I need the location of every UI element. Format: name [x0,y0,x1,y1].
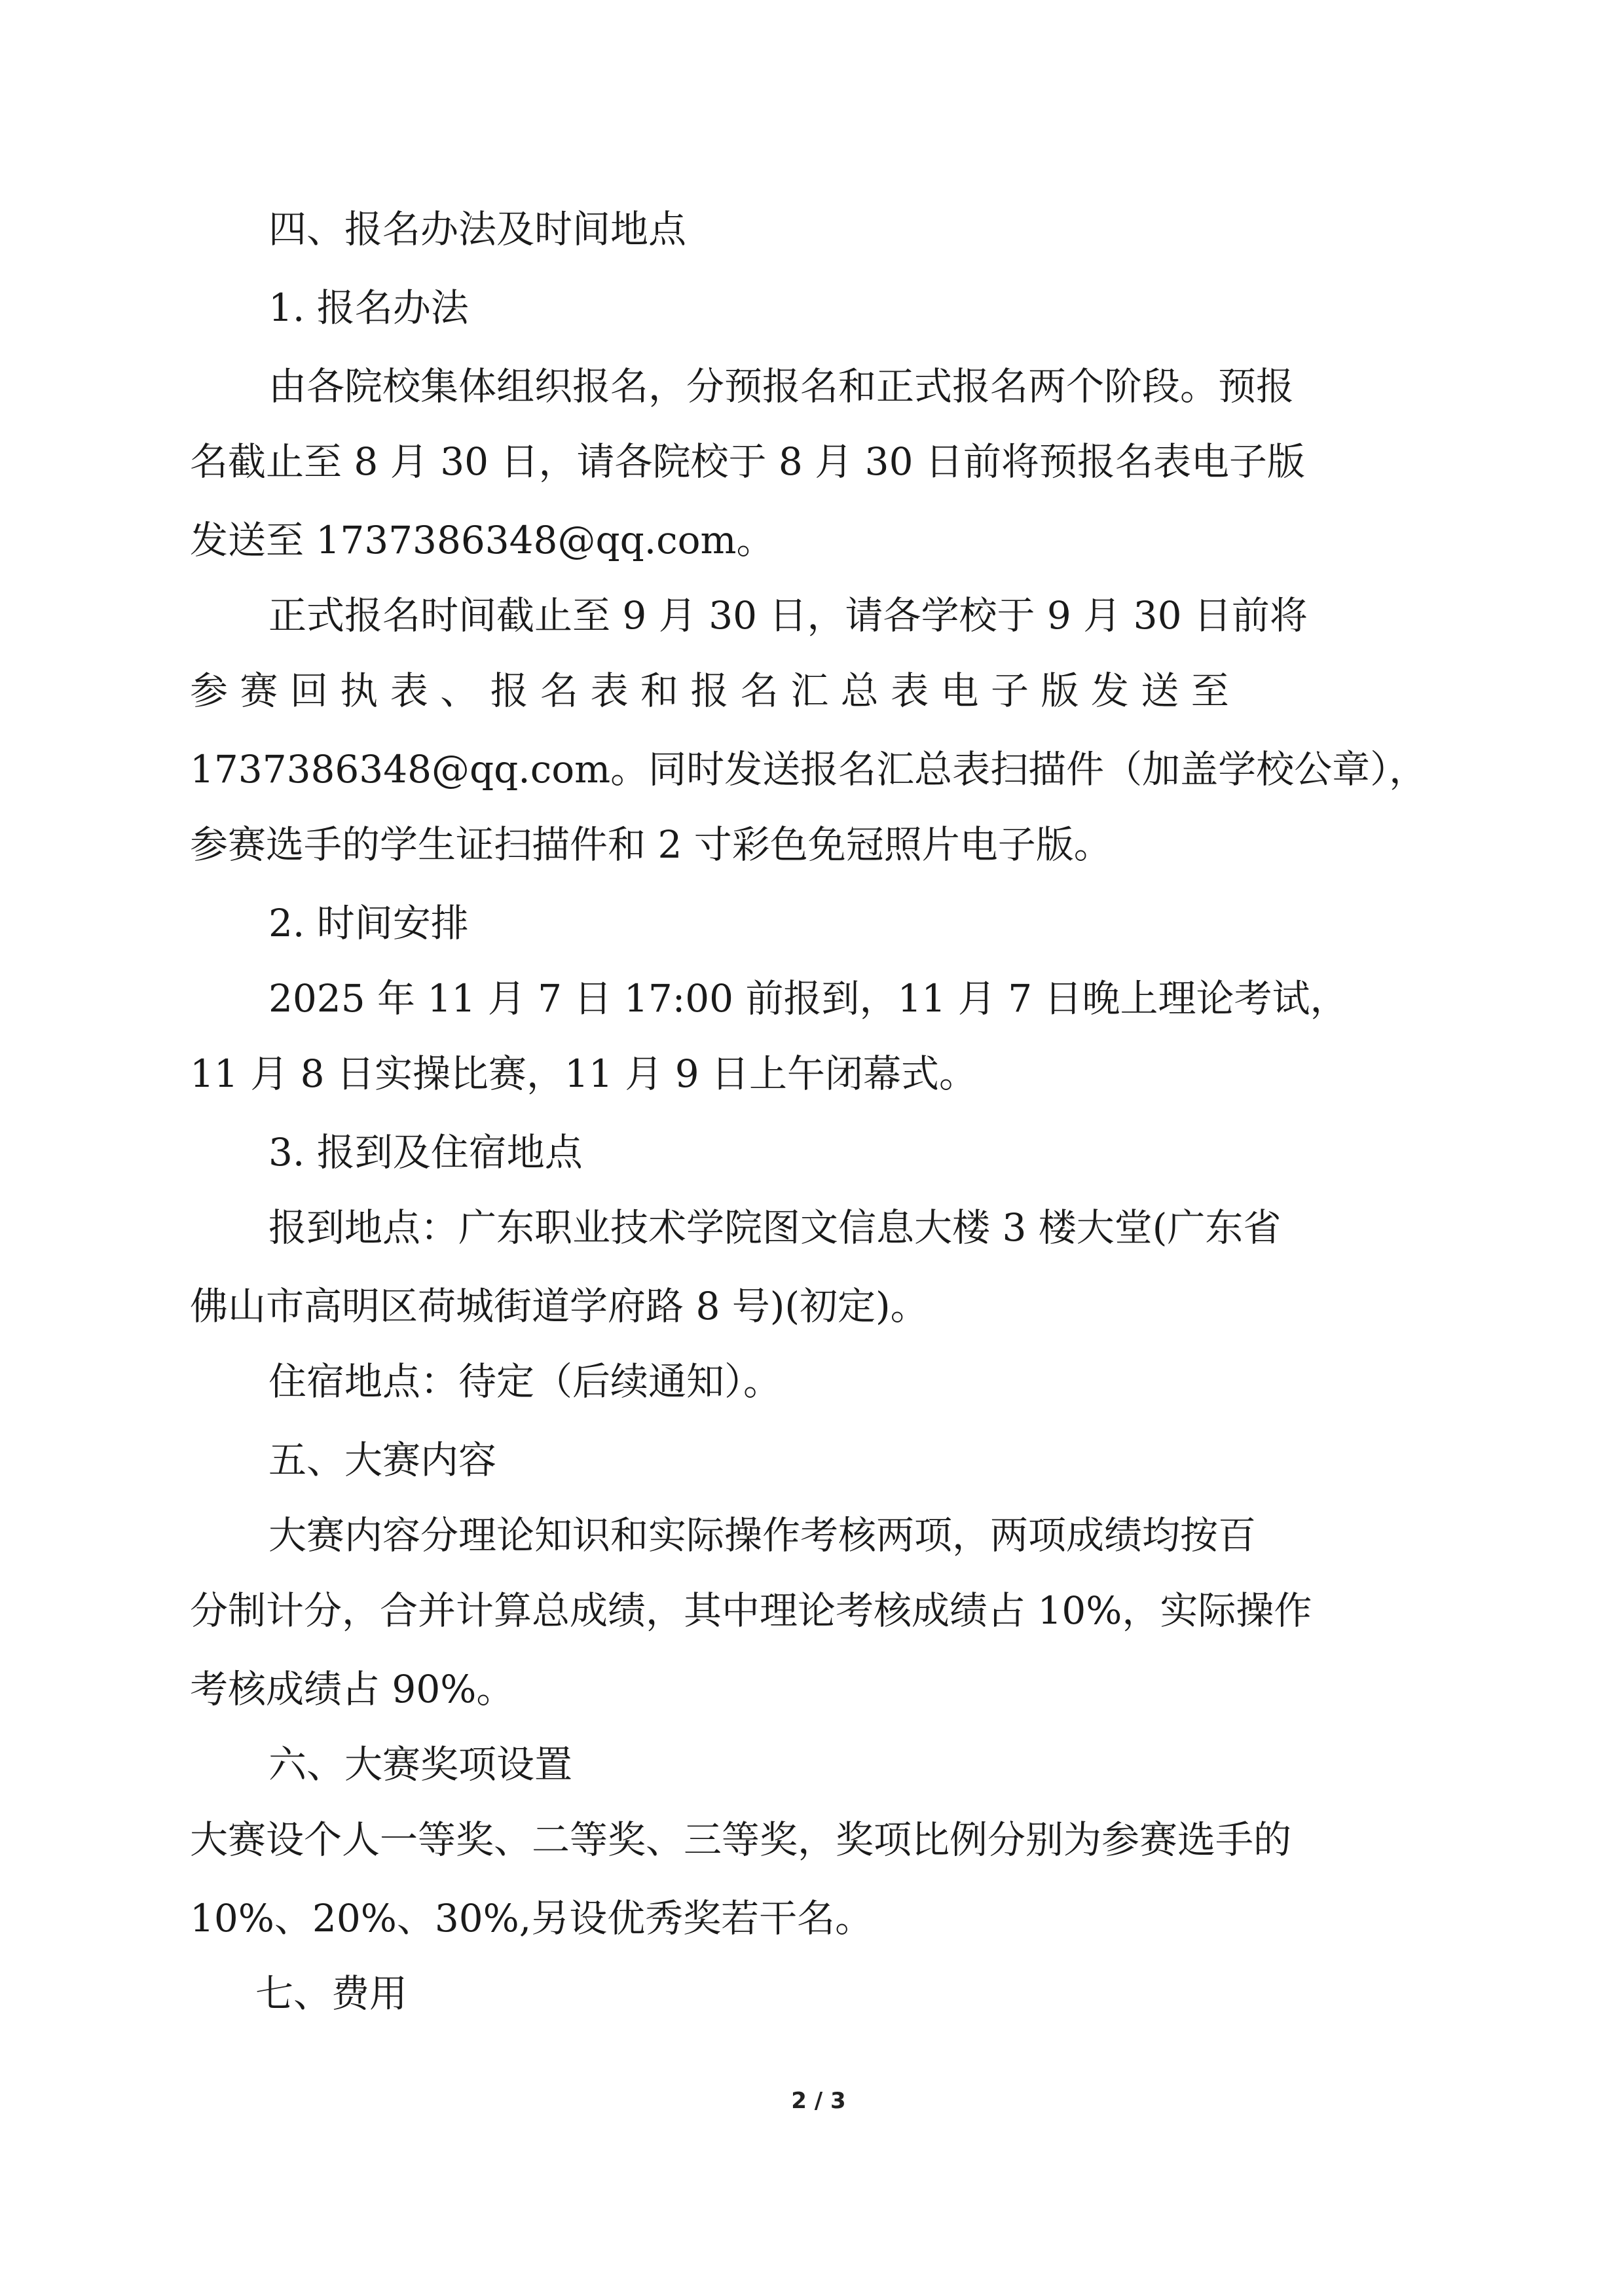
paragraph-line: 发送至 1737386348@qq.com。 [190,518,775,562]
section-heading-awards: 六、大赛奖项设置 [268,1742,573,1787]
paragraph-line: 名截止至 8 月 30 日，请各院校于 8 月 30 日前将预报名表电子版 [190,439,1305,484]
subheading-schedule: 2. 时间安排 [268,901,469,945]
paragraph-line: 住宿地点：待定（后续通知）。 [268,1359,782,1404]
paragraph-line: 11 月 8 日实操比赛，11 月 9 日上午闭幕式。 [190,1051,978,1096]
paragraph-line: 1737386348@qq.com。同时发送报名汇总表扫描件（加盖学校公章）， [190,747,1428,792]
subheading-venue: 3. 报到及住宿地点 [268,1130,583,1175]
paragraph-line: 10%、20%、30%,另设优秀奖若干名。 [190,1896,874,1941]
paragraph-line: 报到地点：广东职业技术学院图文信息大楼 3 楼大堂(广东省 [268,1205,1282,1250]
paragraph-line: 2025 年 11 月 7 日 17:00 前报到，11 月 7 日晚上理论考试， [268,976,1348,1021]
section-heading-content: 五、大赛内容 [268,1438,497,1482]
section-heading-fees: 七、费用 [255,1971,408,2016]
section-heading-registration: 四、报名办法及时间地点 [268,207,687,251]
paragraph-line: 大赛设个人一等奖、二等奖、三等奖，奖项比例分别为参赛选手的 [190,1817,1292,1862]
subheading-registration-method: 1. 报名办法 [268,285,469,330]
paragraph-line: 由各院校集体组织报名，分预报名和正式报名两个阶段。预报 [268,364,1295,409]
paragraph-line: 佛山市高明区荷城街道学府路 8 号)(初定)。 [190,1284,929,1328]
paragraph-line: 考核成绩占 90%。 [190,1667,515,1711]
paragraph-line: 分制计分，合并计算总成绩，其中理论考核成绩占 10%，实际操作 [190,1588,1312,1633]
paragraph-line: 参赛选手的学生证扫描件和 2 寸彩色免冠照片电子版。 [190,822,1112,867]
paragraph-line: 大赛内容分理论知识和实际操作考核两项，两项成绩均按百 [268,1513,1257,1558]
paragraph-line: 参 赛 回 执 表 、 报 名 表 和 报 名 汇 总 表 电 子 版 发 送 至 [190,668,1229,713]
paragraph-line: 正式报名时间截止至 9 月 30 日，请各学校于 9 月 30 日前将 [268,593,1308,638]
page-number: 2 / 3 [791,2088,846,2114]
